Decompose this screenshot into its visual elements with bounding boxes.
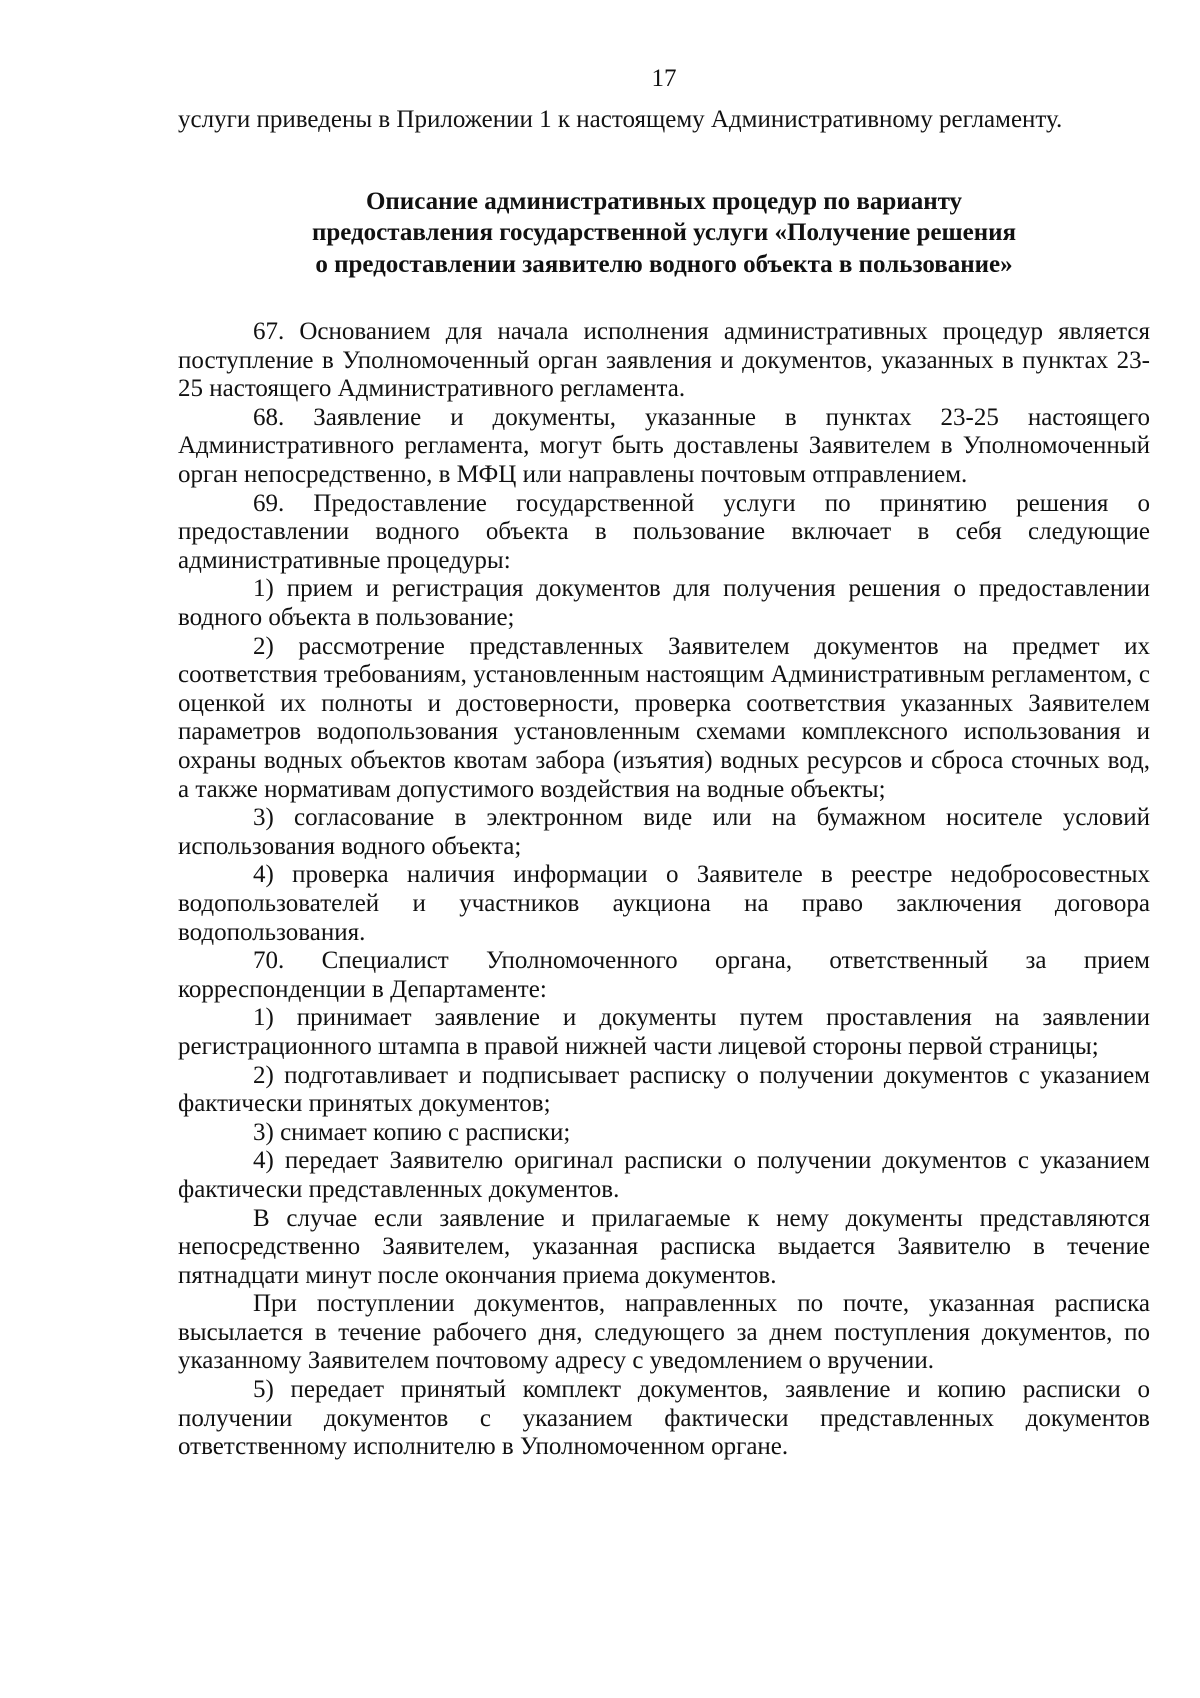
paragraph-70: 70. Специалист Уполномоченного органа, ответственный за прием корреспонденции в Департаменте: bbox=[178, 947, 1150, 1003]
paragraph-69: 69. Предоставление государственной услуги по принятию решения о предоставлении водного объекта в пользование включает в себя следующие административные процедуры: bbox=[178, 489, 1150, 574]
paragraph: В случае если заявление и прилагаемые к нему документы представляются непосредственно Заявителем, указанная расписка выдается Заявителю в течение пятнадцати минут после окончания приема документов. bbox=[178, 1204, 1150, 1289]
page-number: 17 bbox=[651, 65, 677, 92]
section-heading bbox=[178, 186, 1150, 281]
list-item: 2) подготавливает и подписывает расписку о получении документов с указанием фактически принятых документов; bbox=[178, 1061, 1150, 1118]
list-item: 4) передает Заявителю оригинал расписки о получении документов с указанием фактически представленных документов. bbox=[178, 1147, 1150, 1203]
list-item: 1) прием и регистрация документов для получения решения о предоставлении водного объекта в пользование; bbox=[178, 575, 1150, 632]
heading-line: предоставления государственной услуги «Получение решения bbox=[311, 219, 1017, 247]
list-item: 3) согласование в электронном виде или на бумажном носителе условий использования водного объекта; bbox=[178, 804, 1150, 860]
list-item: 1) принимает заявление и документы путем проставления на заявлении регистрационного штампа в правой нижней части лицевой стороны первой страницы; bbox=[178, 1004, 1150, 1060]
list-item: 3) снимает копию с расписки; bbox=[253, 1118, 571, 1146]
heading-line: о предоставлении заявителю водного объекта в пользование» bbox=[315, 250, 1013, 278]
paragraph-68: 68. Заявление и документы, указанные в пунктах 23-25 настоящего Административного регламента, могут быть доставлены Заявителем в Уполномоченный орган непосредственно, в МФЦ или направлены почтовым отправлением. bbox=[178, 403, 1150, 489]
paragraph-67: 67. Основанием для начала исполнения административных процедур является поступление в Уполномоченный орган заявления и документов, указанных в пунктах 23-25 настоящего Административного регламента. bbox=[178, 318, 1150, 403]
body-text bbox=[178, 318, 1150, 1462]
intro-line: услуги приведены в Приложении 1 к настоящему Административному регламенту. bbox=[178, 106, 1063, 133]
document-page bbox=[178, 64, 1150, 1462]
heading-line: Описание административных процедур по варианту bbox=[365, 187, 963, 215]
list-item: 5) передает принятый комплект документов, заявление и копию расписки о получении документов с указанием фактически представленных документов ответственному исполнителю в Уполномоченном органе. bbox=[178, 1376, 1150, 1461]
list-item: 2) рассмотрение представленных Заявителем документов на предмет их соответствия требованиям, установленным настоящим Административным регламентом, с оценкой их полноты и достоверности, проверка соответствия указанных Заявителем параметров водопользования установленным схемами комплексного использования и охраны водных объектов квотам забора (изъятия) водных ресурсов и сброса сточных вод, а также нормативам допустимого воздействия на водные объекты; bbox=[178, 632, 1150, 803]
paragraph: При поступлении документов, направленных по почте, указанная расписка высылается в течение рабочего дня, следующего за днем поступления документов, по указанному Заявителем почтовому адресу с уведомлением о вручении. bbox=[178, 1290, 1150, 1375]
list-item: 4) проверка наличия информации о Заявителе в реестре недобросовестных водопользователей и участников аукциона на право заключения договора водопользования. bbox=[178, 861, 1150, 946]
